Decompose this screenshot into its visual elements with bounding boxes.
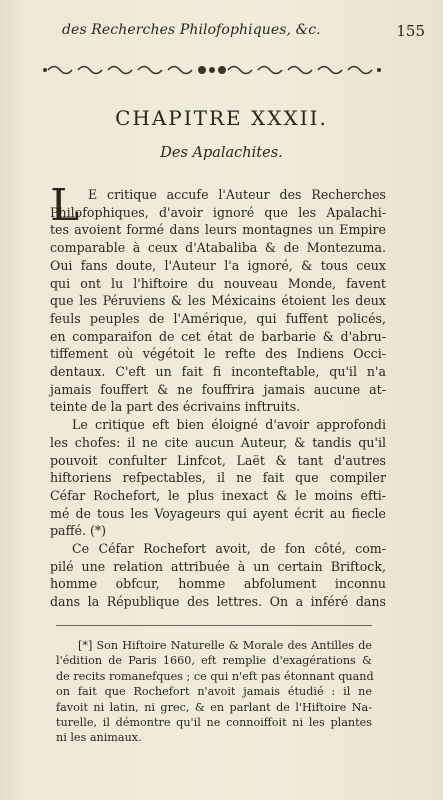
- drop-cap: L: [50, 180, 80, 231]
- text-line: les chofes: il ne cite aucun Auteur, & tandis qu'il: [50, 434, 386, 450]
- text-line: feuls peuples de l'Amérique, qui fuffent policés,: [50, 310, 386, 326]
- text-line: Céfar Rochefort, le plus inexact & le moins efti-: [50, 487, 386, 503]
- text-line: pilé une relation attribuée à un certain Briftock,: [50, 558, 386, 574]
- text-line: en comparaifon de cet état de barbarie & d'abru-: [50, 328, 386, 344]
- footnote-line: l'édition de Paris 1660, eft remplie d'exagérations &: [56, 654, 372, 668]
- footnote-rule: [56, 625, 372, 626]
- footnote: [56, 638, 372, 746]
- page-number: 155: [396, 22, 425, 40]
- footnote-line: ni les animaux.: [56, 731, 142, 745]
- footnote-line: on fait que Rochefort n'avoit jamais étudié : il ne: [56, 685, 372, 699]
- footnote-line: turelle, il démontre qu'il ne connoiffoit ni les plantes: [56, 716, 372, 730]
- text-line: hiftoriens refpectables, il ne fait que compiler: [50, 470, 386, 486]
- text-line: Oui fans doute, l'Auteur l'a ignoré, & tous ceux: [50, 257, 386, 273]
- text-line: mé de tous les Voyageurs qui ayent écrit au fiecle: [50, 505, 386, 521]
- footnote-line: favoit ni latin, ni grec, & en parlant de l'Hiftoire Na-: [56, 700, 372, 714]
- text-line: que les Péruviens & les Méxicains étoient les deux: [50, 293, 386, 309]
- text-line: Philofophiques, d'avoir ignoré que les Apalachi-: [50, 204, 386, 220]
- text-line: qui ont lu l'hiftoire du nouveau Monde, favent: [50, 275, 386, 291]
- footnote-line: [*] Son Hiftoire Naturelle & Morale des Antilles de: [78, 639, 372, 652]
- chapter-title: CHAPITRE XXXII.: [115, 106, 328, 130]
- text-line: jamais fouffert & ne fouffrira jamais aucune at-: [50, 381, 386, 397]
- text-line: tiffement où végétoit le refte des Indiens Occi-: [50, 346, 386, 362]
- text-line: dentaux. C'eft un fait fi inconteftable, qu'il n'a: [50, 364, 386, 380]
- text-line: teinte de la part des écrivains inftruits.: [50, 399, 301, 415]
- text-line: E critique accufe l'Auteur des Recherches: [88, 187, 386, 202]
- text-line: Le critique eft bien éloigné d'avoir approfondi: [72, 417, 386, 433]
- running-head: des Recherches Philofophiques, &c.: [62, 22, 321, 38]
- chapter-subtitle: Des Apalachites.: [160, 145, 283, 161]
- text-line: homme obfcur, homme abfolument inconnu: [50, 576, 386, 592]
- footnote-line: de recits romanefques ; ce qui n'eft pas étonnant quand: [56, 669, 374, 683]
- text-line: paffé. (*): [50, 523, 107, 539]
- text-line: comparable à ceux d'Atabaliba & de Montezuma.: [50, 240, 386, 256]
- text-line: Ce Céfar Rochefort avoit, de fon côté, com-: [72, 541, 386, 557]
- text-line: tes avoient formé dans leurs montagnes un Empire: [50, 222, 386, 238]
- body-text: [50, 180, 386, 611]
- text-line: dans la République des lettres. On a inféré dans: [50, 594, 386, 610]
- text-line: pouvoit confulter Linfcot, Laët & tant d'autres: [50, 452, 386, 468]
- decorative-ornament-icon: [42, 62, 382, 78]
